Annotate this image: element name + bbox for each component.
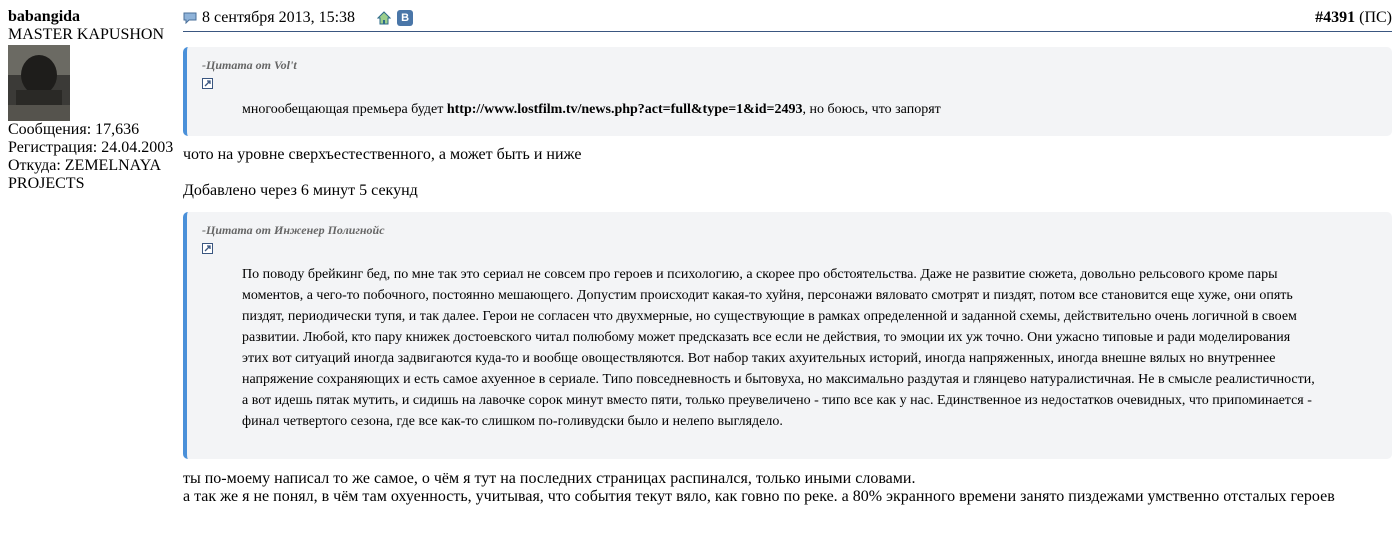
quote-text <box>202 89 1377 126</box>
avatar[interactable] <box>8 45 70 121</box>
quote-jump-icon[interactable] <box>202 243 213 254</box>
vk-share-icon[interactable]: В <box>397 10 413 26</box>
username[interactable]: babangida <box>8 8 81 25</box>
user-info <box>8 8 178 193</box>
post-icon <box>183 12 197 24</box>
user-location: Откуда: ZEMELNAYA <box>8 157 162 174</box>
quote-jump-icon[interactable] <box>202 78 213 89</box>
post-number-link[interactable]: #4391 <box>1315 9 1356 26</box>
quote-block <box>183 212 1392 459</box>
quote-author: -Цитата от Vol't <box>202 58 297 72</box>
quote-text: По поводу брейкинг бед, по мне так это сериал не совсем про героев и психологию, а скорее про обстоятельства. Даже не развитие сюжета, довольно рельсового кроме пары моментов, а чего-то побочного, постоянно мешающего. Допустим происходит какая-то хуйня, персонажи вяловато смотрят и пиздят, потом все становится еще хуже, они опять пиздят, периодически тупя, и так далее. Герои не согласен что двухмерные, но существующие в рамках определенной и заданной схемы, действительно очень логичной в своем развитии. Любой, кто пару книжек достоевского читал полюбому может предсказать все если не действия, то эмоции их уж точно. Они ужасно типовые и ради моделирования этих вот ситуаций иногда задвигаются куда-то и вообще овоществляются. Вот набор таких ахуительных историй, иногда напряженных, иногда внешне вялых но внутреннее напряжение сохраняющих и есть самое ахуенное в сериале. Типо повседневность и бытовуха, но максимально раздутая и глянцево натуралистичная. Не в смысле реалистичности, а вот идешь пятак мутить, и сидишь на лавочке сорок минут вместо пяти, только преувеличено - типо все как у нас. Единственное из недостатков очевидных, что припоминается - финал четвертого сезона, где все как-то слишком по-голивудски было и нелепо выглядело. <box>242 267 1315 429</box>
quote-text-before: многообещающая премьера будет <box>242 102 447 117</box>
added-note: Добавлено через 6 минут 5 секунд <box>183 182 418 199</box>
user-registered: Регистрация: 24.04.2003 <box>8 139 174 156</box>
post-number-wrap <box>1315 8 1392 28</box>
reply-line: ты по-моему написал то же самое, о чём я тут на последних страницах распинался, только иными словами. <box>183 470 916 487</box>
post <box>183 8 1392 506</box>
quote-block <box>183 47 1392 136</box>
post-text: чото на уровне сверхъестественного, а может быть и ниже <box>183 146 582 163</box>
user-rank: MASTER KAPUSHON <box>8 26 165 43</box>
user-messages: Сообщения: 17,636 <box>8 121 140 138</box>
post-reply <box>183 470 1392 506</box>
quote-author: -Цитата от Инженер Полигнойс <box>202 223 385 237</box>
user-location-cont: PROJECTS <box>8 175 85 192</box>
quote-text-after: , но боюсь, что запорят <box>802 102 941 117</box>
reply-line: а так же я не понял, в чём там охуенность, учитывая, что события текут вяло, как говно по реке. а 80% экранного времени занято пиздежами умственно отсталых героев <box>183 488 1335 505</box>
home-icon[interactable] <box>377 11 391 25</box>
post-number-suffix: (ПС) <box>1355 9 1392 26</box>
post-header <box>183 8 1392 32</box>
quote-link[interactable]: http://www.lostfilm.tv/news.php?act=full&type=1&id=2493 <box>446 102 803 117</box>
post-date: 8 сентября 2013, 15:38 <box>202 9 356 26</box>
